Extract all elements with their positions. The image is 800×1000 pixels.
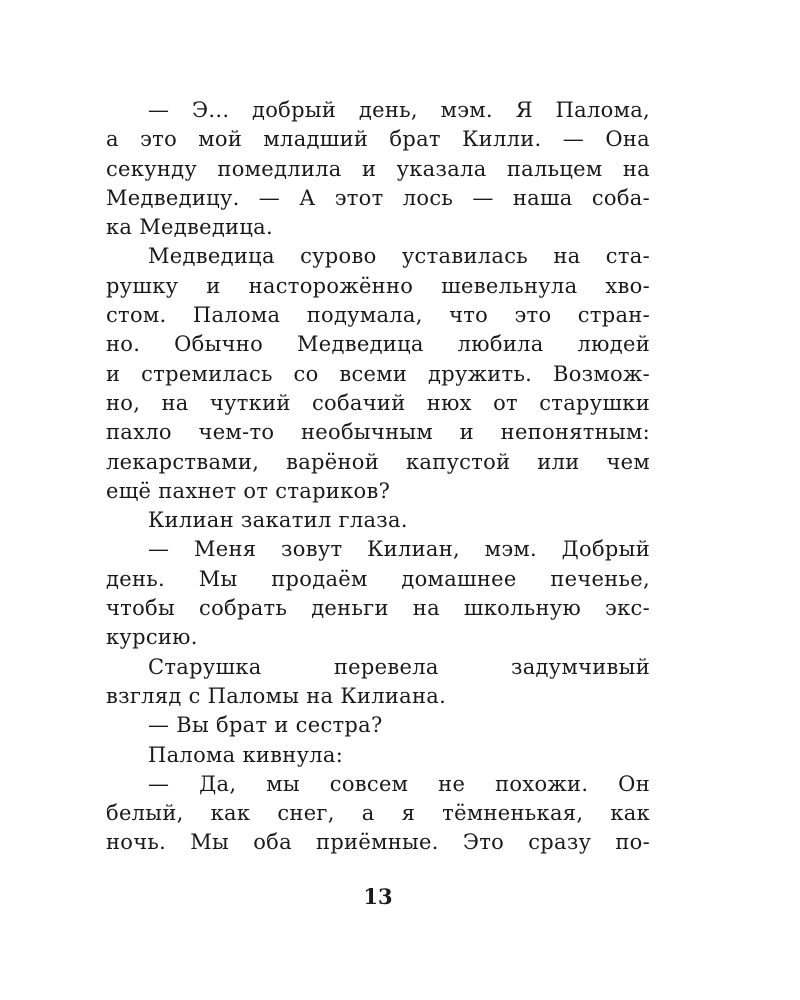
text-line: лекарствами, варёной капустой или чем: [106, 449, 650, 474]
page-number: 13: [363, 884, 393, 909]
text-line: а это мой младший брат Килли. — Она: [106, 127, 650, 152]
text-line: Медведицу. — А этот лось — наша соба-: [106, 185, 650, 210]
text-line: пахло чем-то необычным и непонятным:: [106, 420, 650, 445]
text-line: рушку и насторожённо шевельнула хво-: [106, 273, 650, 298]
text-line: Медведица сурово уставилась на ста-: [148, 244, 650, 269]
text-line: курсию.: [106, 625, 198, 650]
text-line: ещё пахнет от стариков?: [106, 478, 391, 503]
text-line: ка Медведица.: [106, 215, 273, 240]
text-line: — Меня зовут Килиан, мэм. Добрый: [148, 537, 650, 562]
body-text: [106, 96, 650, 858]
text-line: секунду помедлила и указала пальцем на: [106, 156, 650, 181]
text-line: день. Мы продаём домашнее печенье,: [106, 566, 650, 591]
text-line: Палома кивнула:: [148, 742, 344, 767]
text-line: но. Обычно Медведица любила людей: [106, 332, 650, 357]
text-line: Старушка перевела задумчивый: [148, 654, 650, 679]
text-line: белый, как снег, а я тёмненькая, как: [106, 801, 650, 826]
text-line: но, на чуткий собачий нюх от старушки: [106, 390, 650, 415]
text-line: взгляд с Паломы на Килиана.: [106, 683, 447, 708]
text-line: и стремилась со всеми дружить. Возмож-: [106, 361, 650, 386]
text-line: — Вы брат и сестра?: [148, 713, 383, 738]
text-line: чтобы собрать деньги на школьную экс-: [106, 596, 650, 621]
text-line: ночь. Мы оба приёмные. Это сразу по-: [106, 830, 650, 855]
text-line: — Э... добрый день, мэм. Я Палома,: [148, 98, 650, 122]
text-line: стом. Палома подумала, что это стран-: [106, 303, 650, 328]
text-line: — Да, мы совсем не похожи. Он: [148, 771, 650, 796]
text-line: Килиан закатил глаза.: [148, 508, 408, 533]
